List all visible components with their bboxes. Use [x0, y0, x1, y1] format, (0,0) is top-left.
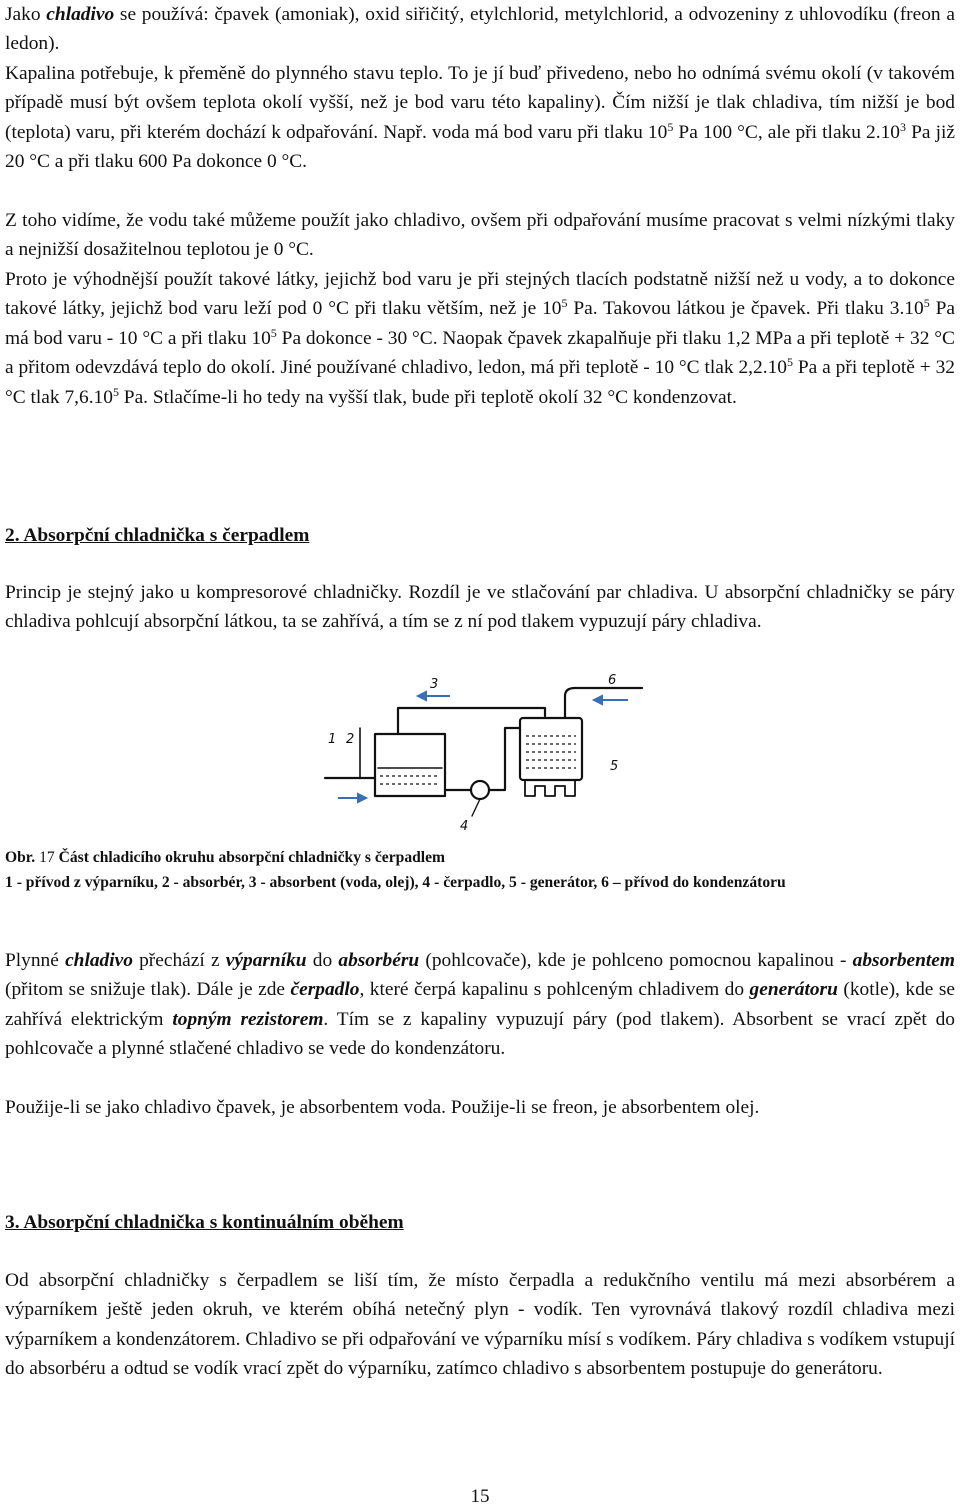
term-cerpadlo: čerpadlo: [290, 979, 360, 1001]
paragraph-process: [5, 946, 955, 1064]
figure-label-2: 2: [346, 732, 355, 747]
generator-vessel: [520, 718, 582, 780]
paragraph-water: Z toho vidíme, že vodu také můžeme použít jako chladivo, ovšem při odpařování musíme pracovat s velmi nízkými tlaky a nejnižší dosažitelnou teplotou je 0 °C.: [5, 210, 955, 261]
figure-label-5: 5: [610, 759, 619, 774]
figure-caption: [5, 846, 955, 870]
term-absorber: absorbéru: [338, 950, 420, 971]
term-chladivo: chladivo: [65, 950, 133, 971]
text-run: Pa již 20 °C a při tlaku 600 Pa dokonce 0 °C.: [5, 121, 956, 173]
superscript: 5: [667, 119, 674, 134]
circuit-diagram: [320, 668, 645, 834]
pump: [471, 781, 489, 799]
text-run: Proto je výhodnější použít takové látky, jejichž bod varu je při stejných tlacích podstatně nižší než u vody, a to dokonce takové látky, jejichž bod varu leží pod 0 °C při tlaku větším, než je 10: [5, 269, 955, 320]
superscript: 5: [923, 296, 930, 311]
superscript: 5: [786, 355, 793, 370]
page-number: 15: [470, 1486, 490, 1507]
text-run: Pa má bod varu - 10 °C a při tlaku 10: [5, 298, 955, 349]
text-run: Kapalina potřebuje, k přeměně do plynného stavu teplo. To je jí buď přivedeno, nebo ho odnímá svému okolí (v takovém případě musí být ovšem teplota okolí vyšší, než je bod varu této kapaliny). Čím nižší je tlak chladiva, tím nižší je bod (teplota) varu, při kterém dochází k odpařování. Např. voda má bod varu při tlaku 10: [5, 63, 955, 143]
term-vyparnik: výparníku: [225, 950, 307, 971]
text-run: Pa dokonce - 30 °C. Naopak čpavek zkapalňuje při tlaku 1,2 MPa a při teplotě + 32 °C a přitom odevzdává teplo do okolí. Jiné používané chladivo, ledon, má při teplotě - 10 °C tlak 2,2.10: [5, 327, 955, 379]
caption-number: 17: [35, 849, 55, 866]
caption-obr: Obr.: [5, 849, 36, 866]
text-run: Pa. Takovou látkou je čpavek. Při tlaku 3.10: [567, 298, 924, 320]
paragraph-absorbents: Použije-li se jako chladivo čpavek, je absorbentem voda. Použije-li se freon, je absorbentem olej.: [5, 1097, 760, 1118]
text-run: (kotle), kde se zahřívá elektrickým: [5, 979, 956, 1030]
text-run: Pa a při teplotě + 32 °C tlak 7,6.10: [5, 357, 956, 408]
term-generator: generátoru: [749, 979, 838, 1001]
text-run: Plynné: [5, 950, 66, 971]
superscript: 5: [270, 325, 277, 340]
superscript: 3: [900, 119, 906, 134]
text-run: Pa 100 °C, ale při tlaku 2.10: [673, 121, 900, 143]
paragraph-ammonia: [5, 265, 955, 412]
heater-resistor: [525, 780, 575, 796]
absorption-circuit-figure: [320, 668, 645, 834]
text-run: (přitom se snižuje tlak). Dále je zde: [5, 979, 291, 1001]
condenser-pipe: [565, 688, 642, 718]
figure-label-1: 1: [328, 732, 337, 747]
caption-title: Část chladicího okruhu absorpční chladničky s čerpadlem: [54, 849, 446, 866]
figure-legend: 1 - přívod z výparníku, 2 - absorbér, 3 - absorbent (voda, olej), 4 - čerpadlo, 5 - generátor, 6 – přívod do kondenzátoru: [5, 874, 786, 891]
figure-label-6: 6: [608, 673, 617, 688]
text-run: se používá: čpavek (amoniak), oxid siřičitý, etylchlorid, metylchlorid, a odvozeniny z uhlovodíku (freon a ledon).: [5, 4, 955, 55]
section-heading-2: 2. Absorpční chladnička s čerpadlem: [5, 525, 310, 546]
term-absorbent: absorbentem: [852, 950, 955, 971]
paragraph-principle: Princip je stejný jako u kompresorové chladničky. Rozdíl je ve stlačování par chladiva. U absorpční chladničky se páry chladiva pohlcují absorpční látkou, ta se zahřívá, a tím se z ní pod tlakem vypuzují páry chladiva.: [5, 582, 955, 633]
text-run: (pohlcovače), kde je pohlceno pomocnou kapalinou -: [419, 950, 853, 971]
text-run: do: [306, 950, 339, 971]
section-heading-3: 3. Absorpční chladnička s kontinuálním oběhem: [5, 1212, 404, 1233]
superscript: 5: [561, 296, 568, 311]
pump-pipe-right: [489, 728, 520, 790]
figure-label-4: 4: [460, 819, 469, 834]
superscript: 5: [112, 384, 119, 399]
term-chladivo: chladivo: [46, 4, 115, 25]
text-run: Jako: [5, 4, 47, 25]
text-run: přechází z: [132, 950, 226, 971]
absorber-vessel: [375, 734, 445, 796]
paragraph-refrigerants: [5, 0, 955, 59]
text-run: . Tím se z kapaliny vypuzují páry (pod tlakem). Absorbent se vrací zpět do pohlcovače a plynné stlačené chladivo se vede do kondenzátoru.: [5, 1008, 955, 1060]
paragraph-continuous: Od absorpční chladničky s čerpadlem se liší tím, že místo čerpadla a redukčního ventilu má mezi absorbérem a výparníkem ještě jeden okruh, ve kterém obíhá netečný plyn - vodík. Ten vyrovnává tlakový rozdíl chladiva mezi výparníkem a kondenzátorem. Chladivo se při odpařování ve výparníku mísí s vodíkem. Páry chladiva s vodíkem vstupují do absorbéru a odtud se vodík vrací zpět do výparníku, zatímco chladivo s absorbentem postupuje do generátoru.: [5, 1270, 955, 1380]
figure-label-3: 3: [430, 677, 439, 692]
text-run: Pa. Stlačíme-li ho tedy na vyšší tlak, bude při teplotě okolí 32 °C kondenzovat.: [118, 386, 737, 408]
return-pipe: [398, 708, 545, 734]
paragraph-boiling-point: [5, 59, 955, 177]
text-run: , které čerpá kapalinu s pohlceným chladivem do: [359, 979, 750, 1001]
term-topny-rezistor: topným rezistorem: [172, 1008, 324, 1030]
